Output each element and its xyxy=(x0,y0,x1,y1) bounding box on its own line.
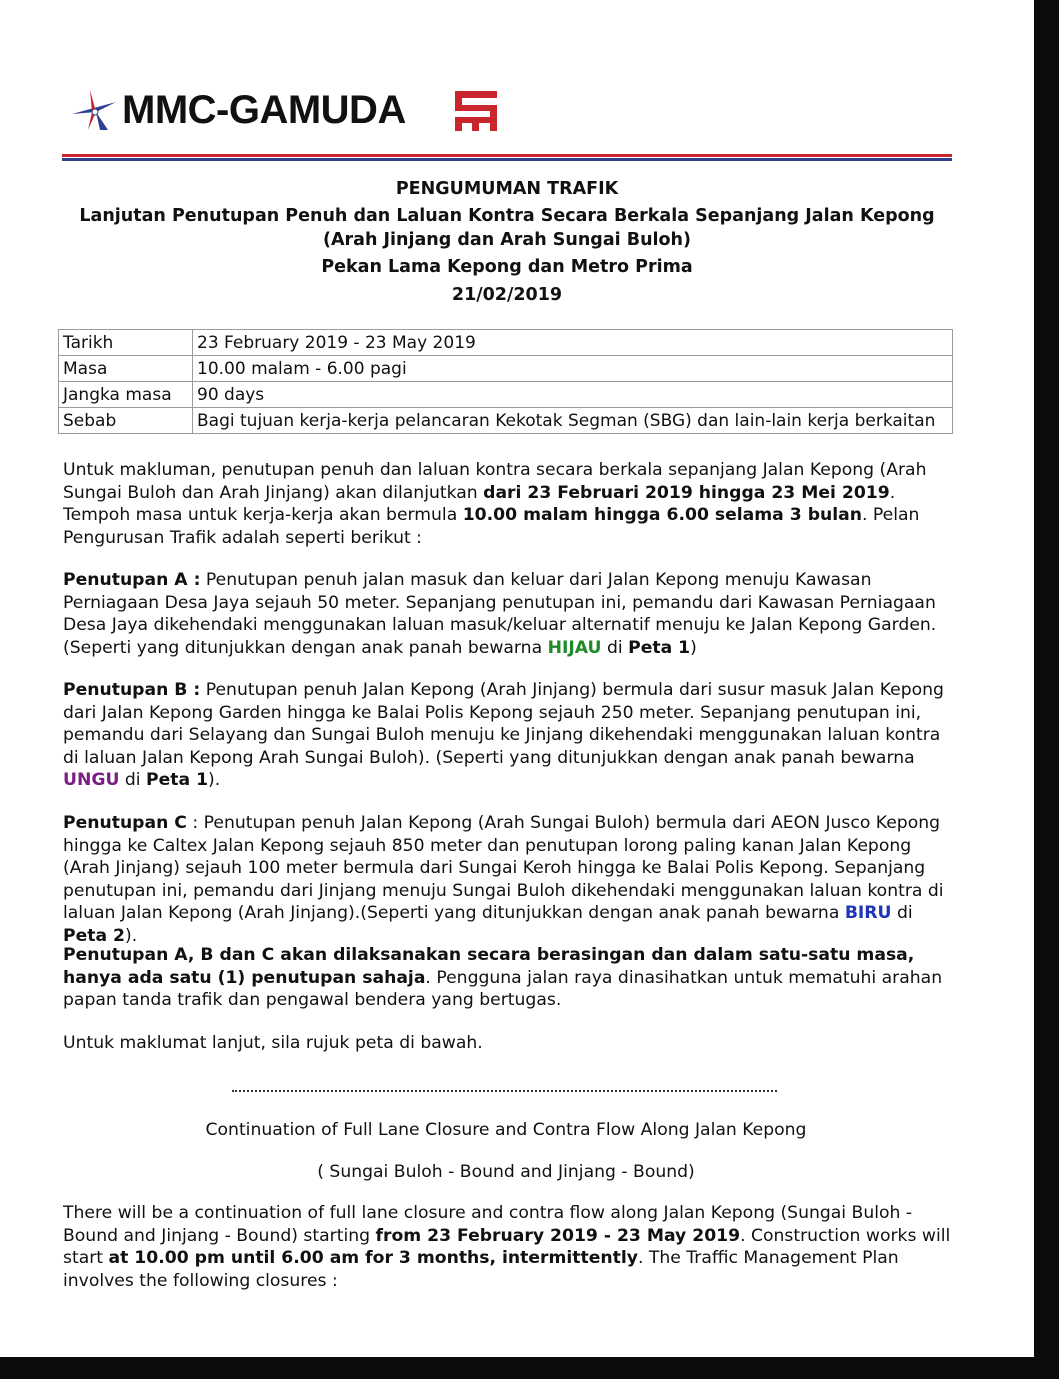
english-paragraph xyxy=(63,1202,953,1292)
dotted-separator xyxy=(232,1070,777,1092)
table-value: Bagi tujuan kerja-kerja pelancaran Kekotak Segman (SBG) dan lain-lain kerja berkaitan xyxy=(193,408,953,434)
announcement-title: PENGUMUMAN TRAFIK xyxy=(395,179,619,199)
closure-c-map: Peta 2 xyxy=(63,925,126,946)
closure-b-map: Peta 1 xyxy=(146,770,209,790)
english-text: There will be a continuation of full lane closure and contra flow along Jalan Kepong (Sungai Buloh - Bound and Jinjang - Bound) starting xyxy=(63,1203,913,1246)
intro-text: . Tempoh masa untuk kerja-kerja akan bermula xyxy=(63,482,896,525)
announcement-date: 21/02/2019 xyxy=(451,285,563,305)
table-key: Masa xyxy=(59,356,193,382)
closure-a-text: Penutupan penuh jalan masuk dan keluar dari Jalan Kepong menuju Kawasan Perniagaan Desa Jaya sejauh 50 meter. Sepanjang penutupan ini, pemandu dari Kawasan Perniagaan Desa Jaya dikehendaki menggunakan laluan masuk/keluar alternatif menuju ke Jalan Kepong Garden. (Seperti yang ditunjukkan dengan anak panah bewarna xyxy=(63,570,937,658)
screen-border xyxy=(1034,0,1059,1379)
intro-hours: 10.00 malam hingga 6.00 selama 3 bulan xyxy=(462,505,862,525)
table-key: Tarikh xyxy=(59,330,193,356)
closure-c-paragraph xyxy=(63,812,953,947)
intro-paragraph xyxy=(63,459,953,549)
closure-a-map: Peta 1 xyxy=(628,637,691,658)
intro-text: . Pelan Pengurusan Trafik adalah seperti berikut : xyxy=(63,505,920,548)
closure-c-color: BIRU xyxy=(844,903,892,923)
intro-text: Untuk makluman, penutupan penuh dan laluan kontra secara berkala sepanjang Jalan Kepong (Arah Sungai Buloh dan Arah Jinjang) akan dilanjutkan xyxy=(63,460,927,503)
english-title: Continuation of Full Lane Closure and Contra Flow Along Jalan Kepong xyxy=(205,1120,807,1140)
note-bold: Penutupan A, B dan C akan dilaksanakan secara berasingan dan dalam satu-satu masa, hanya ada satu (1) penutupan sahaja xyxy=(63,945,915,988)
closure-c-text: ). xyxy=(125,925,138,946)
announcement-location: Pekan Lama Kepong dan Metro Prima xyxy=(321,257,693,277)
table-value: 90 days xyxy=(193,382,953,408)
closure-a-paragraph xyxy=(63,569,953,659)
more-info-paragraph: Untuk maklumat lanjut, sila rujuk peta di bawah. xyxy=(63,1033,483,1053)
mmc-logo-icon xyxy=(68,86,120,134)
table-row xyxy=(59,408,953,434)
table-row xyxy=(59,356,953,382)
closure-b-paragraph xyxy=(63,679,953,792)
english-subtitle: ( Sungai Buloh - Bound and Jinjang - Bound) xyxy=(317,1162,695,1182)
closure-a-label: Penutupan A : xyxy=(63,570,201,590)
table-row xyxy=(59,382,953,408)
closure-a-text: ) xyxy=(690,637,697,658)
closure-b-label: Penutupan B : xyxy=(63,680,201,700)
table-key: Jangka masa xyxy=(59,382,193,408)
english-dates: from 23 February 2019 - 23 May 2019 xyxy=(375,1225,741,1246)
closure-a-text: di xyxy=(601,637,629,658)
closure-b-text: di xyxy=(119,770,147,790)
company-name: MMC-GAMUDA xyxy=(122,88,406,132)
table-value: 23 February 2019 - 23 May 2019 xyxy=(193,330,953,356)
closure-b-text: Penutupan penuh Jalan Kepong (Arah Jinjang) bermula dari susur masuk Jalan Kepong dari Jalan Kepong Garden hingga ke Balai Polis Kepong sejauh 250 meter. Sepanjang penutupan ini, pemandu dari Selayang dan Sungai Buloh menuju ke Jinjang dikehendaki menggunakan laluan kontra di laluan Jalan Kepong Arah Sungai Buloh). (Seperti yang ditunjukkan dengan anak panah bewarna xyxy=(63,680,944,768)
table-key: Sebab xyxy=(59,408,193,434)
closure-a-color: HIJAU xyxy=(547,637,602,658)
gamuda-logo-icon xyxy=(453,89,499,133)
english-text: . Construction works will start xyxy=(63,1225,951,1268)
closure-c-label: Penutupan C xyxy=(63,813,187,833)
table-row xyxy=(59,330,953,356)
table-value: 10.00 malam - 6.00 pagi xyxy=(193,356,953,382)
closure-b-color: UNGU xyxy=(63,770,120,790)
closure-c-text: di xyxy=(891,903,913,923)
english-hours: at 10.00 pm until 6.00 am for 3 months, intermittently xyxy=(108,1248,638,1268)
note-paragraph xyxy=(63,944,953,1012)
header-rule-red xyxy=(62,154,952,157)
note-text: . Pengguna jalan raya dinasihatkan untuk mematuhi arahan papan tanda trafik dan pengawal bendera yang bertugas. xyxy=(63,967,943,1010)
info-table xyxy=(58,329,953,434)
intro-dates: dari 23 Februari 2019 hingga 23 Mei 2019 xyxy=(483,482,890,503)
english-text: . The Traffic Management Plan involves the following closures : xyxy=(63,1248,899,1291)
closure-b-text: ). xyxy=(208,770,221,790)
closure-c-text: : Penutupan penuh Jalan Kepong (Arah Sungai Buloh) bermula dari AEON Jusco Kepong hingga ke Caltex Jalan Kepong sejauh 850 meter dan penutupan lorong paling kanan Jalan Kepong (Arah Jinjang) sejauh 100 meter bermula dari Sungai Keroh hingga ke Balai Polis Kepong. Sepanjang penutupan ini, pemandu dari Jinjang menuju Sungai Buloh dikehendaki menggunakan laluan kontra di laluan Jalan Kepong (Arah Jinjang).(Seperti yang ditunjukkan dengan anak panah bewarna xyxy=(63,813,944,923)
header-rule-blue xyxy=(62,158,952,161)
announcement-subtitle: Lanjutan Penutupan Penuh dan Laluan Kontra Secara Berkala Sepanjang Jalan Kepong (Arah Jinjang dan Arah Sungai Buloh) xyxy=(79,206,935,250)
